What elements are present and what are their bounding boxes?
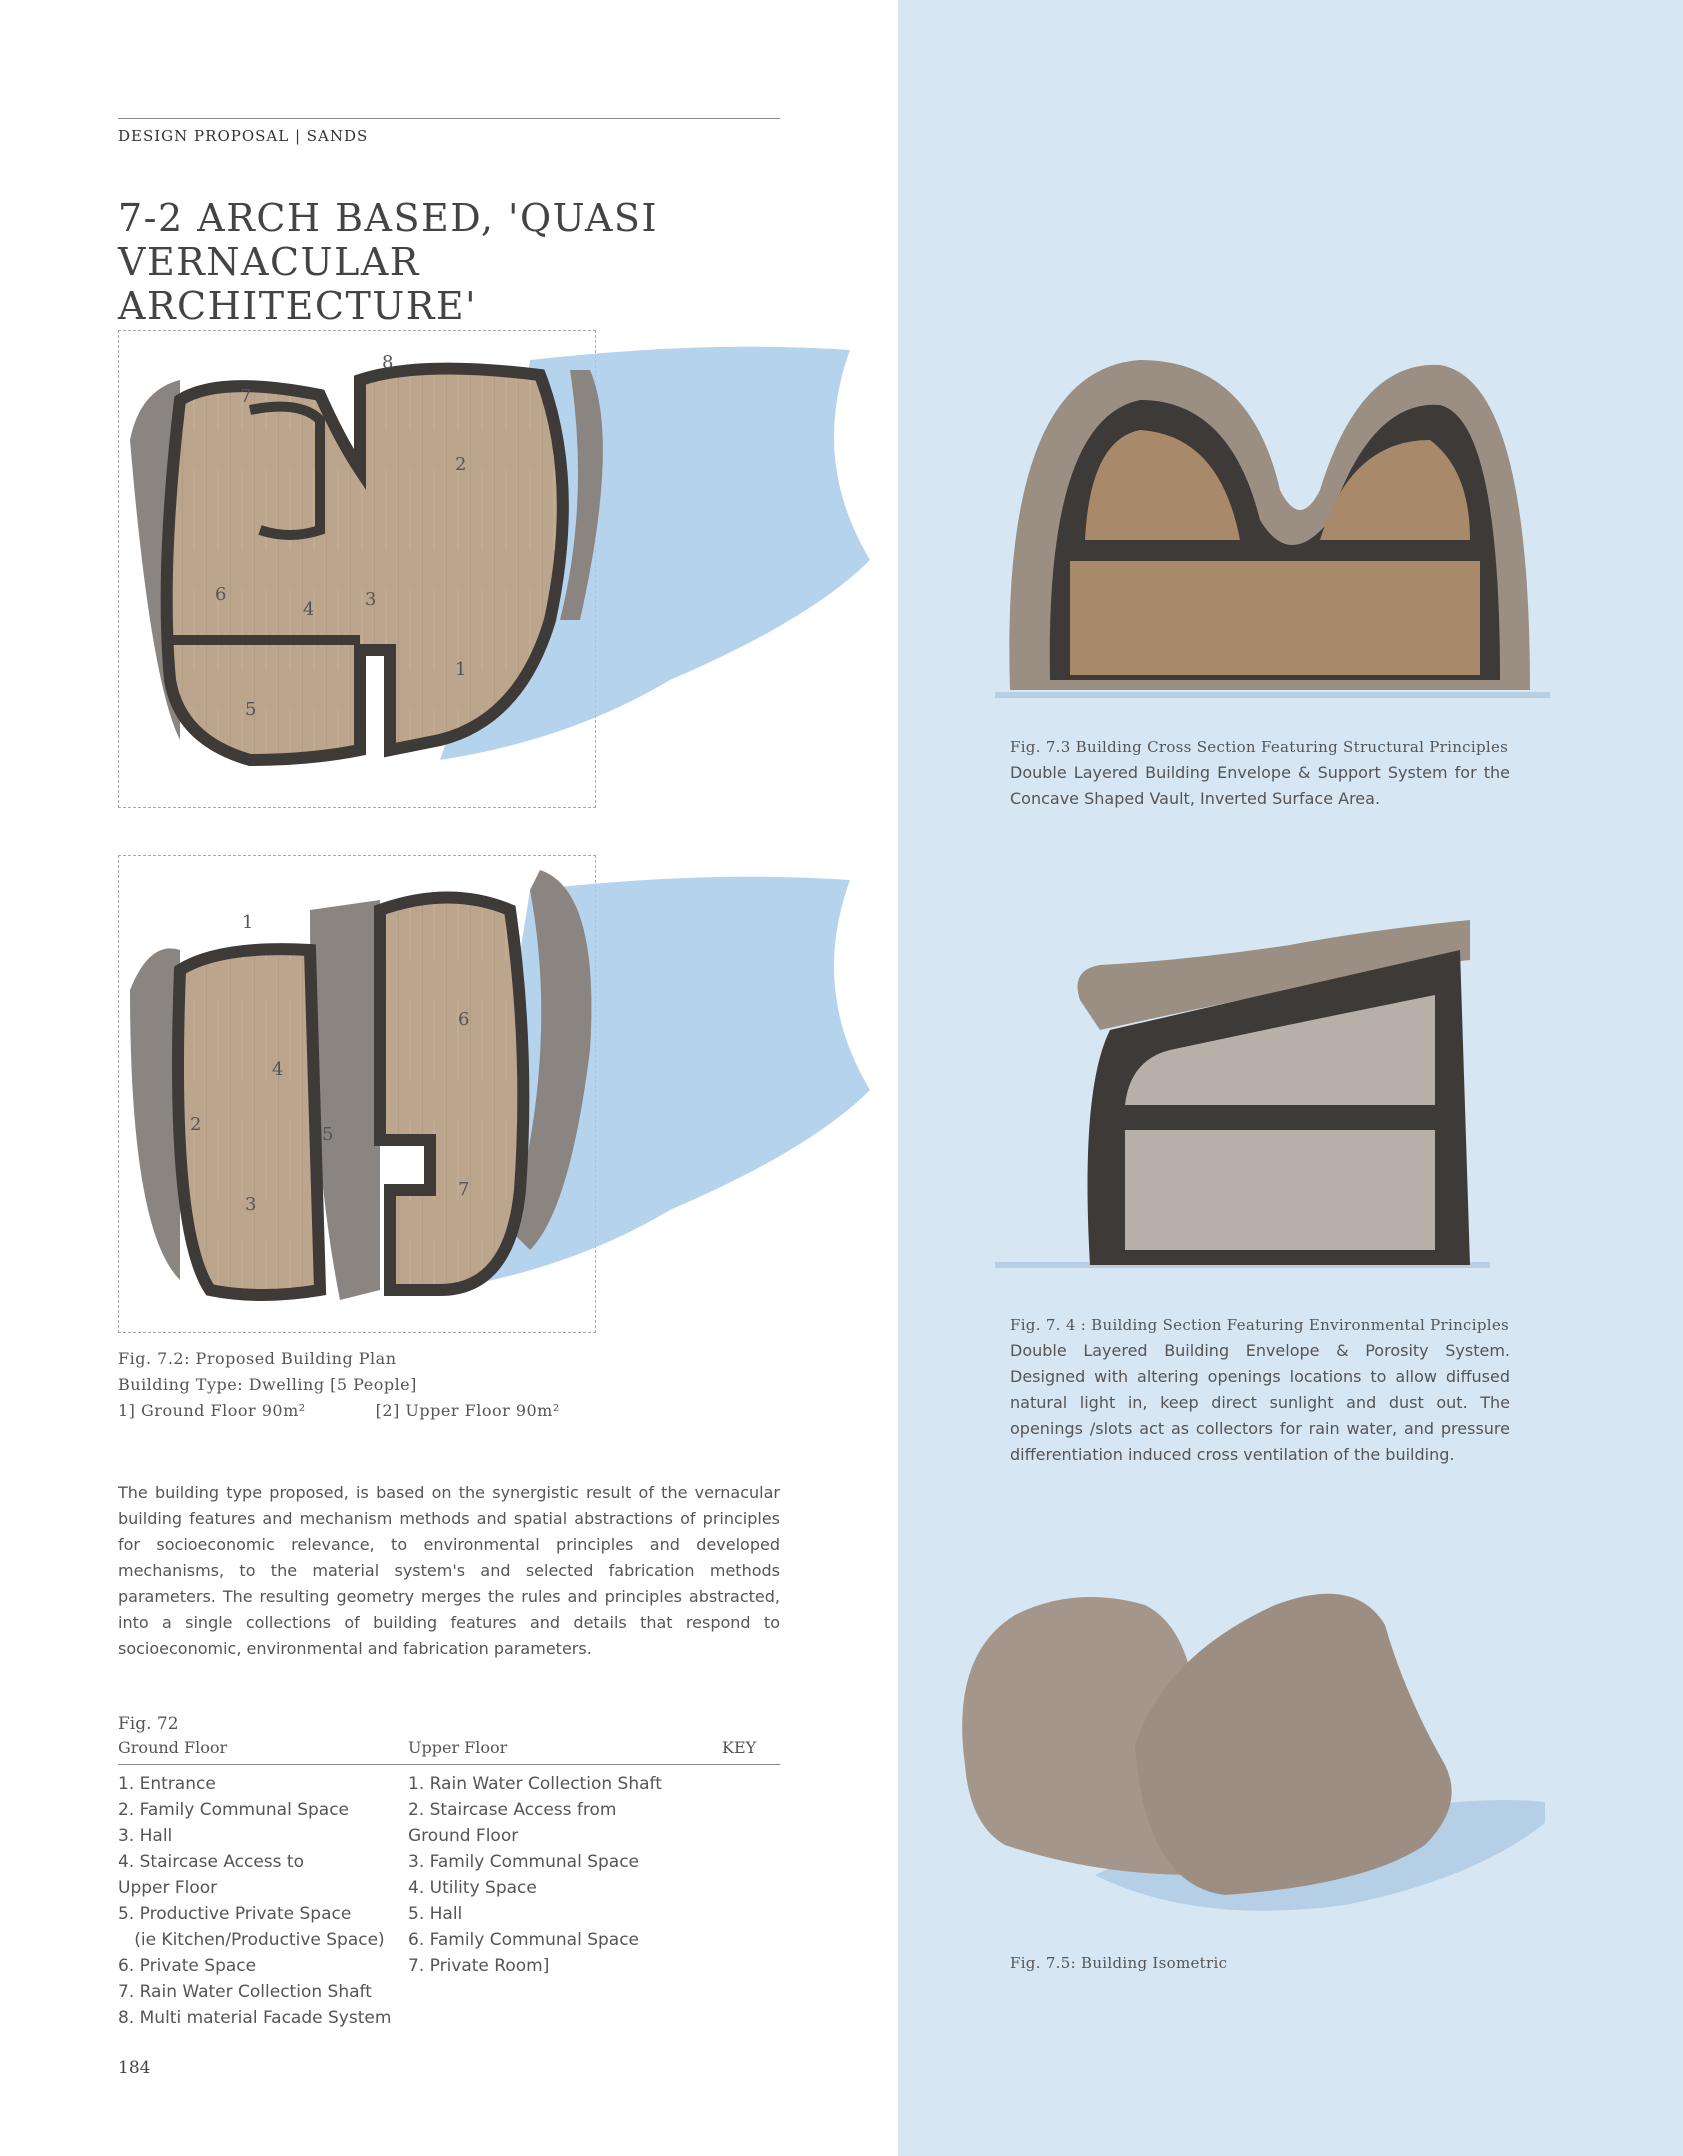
key-ground-item: 3. Hall <box>118 1826 173 1846</box>
fig73-cross-section <box>990 340 1550 700</box>
key-key-header: KEY <box>722 1738 757 1757</box>
room-key <box>118 1714 780 2028</box>
key-fig-label: Fig. 72 <box>118 1714 179 1734</box>
fig74-caption <box>1010 1312 1510 1468</box>
fig73-caption-title: Fig. 7.3 Building Cross Section Featuring Structural Principles <box>1010 738 1509 756</box>
fig75-isometric <box>945 1545 1545 1925</box>
fig72-caption-line1: Fig. 7.2: Proposed Building Plan <box>118 1349 397 1368</box>
key-upper-item: 3. Family Communal Space <box>408 1852 640 1872</box>
key-ground-item: 6. Private Space <box>118 1956 257 1976</box>
fig73-interior <box>1070 560 1480 675</box>
key-upper-header: Upper Floor <box>408 1738 508 1757</box>
fig75-caption-title: Fig. 7.5: Building Isometric <box>1010 1954 1228 1972</box>
body-paragraph: The building type proposed, is based on the synergistic result of the vernacular building features and mechanism methods and spatial abstractions of principles for socioeconomic relevance, to environmental principles and developed mechanisms, to the material system's and selected fabrication methods parameters. The resulting geometry merges the rules and principles abstracted, into a single collections of building features and details that respond to socioeconomic, environmental and fabrication parameters. <box>118 1483 780 1658</box>
key-ground-item: 7. Rain Water Collection Shaft <box>118 1982 372 2002</box>
ground-label-1: 1 <box>455 659 467 680</box>
header-rule <box>118 118 780 119</box>
key-ground-header: Ground Floor <box>118 1738 228 1757</box>
ground-floor-plan <box>110 320 870 840</box>
key-ground-item: 1. Entrance <box>118 1774 216 1794</box>
fig72-caption-ground: 1] Ground Floor 90m² <box>118 1401 306 1420</box>
upper-label-1: 1 <box>242 912 254 933</box>
upper-label-2: 2 <box>190 1114 202 1135</box>
page-title: 7-2 ARCH BASED, 'QUASI VERNACULAR ARCHITECTURE' <box>118 196 658 328</box>
key-ground-list <box>118 1771 391 2031</box>
fig72-caption <box>118 1346 560 1424</box>
key-ground-item: 8. Multi material Facade System <box>118 2008 392 2028</box>
key-ground-item: (ie Kitchen/Productive Space) <box>118 1930 385 1950</box>
upper-label-5: 5 <box>322 1124 334 1145</box>
upper-label-6: 6 <box>458 1009 470 1030</box>
ground-label-6: 6 <box>215 584 227 605</box>
key-headers <box>118 1734 780 1765</box>
key-ground-item: 2. Family Communal Space <box>118 1800 350 1820</box>
key-upper-list <box>408 1771 662 1979</box>
upper-floor-plan <box>110 850 870 1350</box>
key-upper-item: 2. Staircase Access from <box>408 1800 617 1820</box>
key-upper-item: 7. Private Room] <box>408 1956 550 1976</box>
fig75-right-shell <box>1135 1594 1452 1895</box>
key-upper-item: 4. Utility Space <box>408 1878 537 1898</box>
key-upper-item: 1. Rain Water Collection Shaft <box>408 1774 662 1794</box>
ground-label-5: 5 <box>245 699 257 720</box>
ground-label-8: 8 <box>382 352 394 373</box>
key-upper-item: 6. Family Communal Space <box>408 1930 640 1950</box>
key-ground-item: Upper Floor <box>118 1878 218 1898</box>
fig73-caption-text: Double Layered Building Envelope & Support System for the Concave Shaped Vault, Inverted Surface Area. <box>1010 763 1510 808</box>
upper-plan-floor-right <box>380 898 523 1291</box>
upper-label-4: 4 <box>272 1059 284 1080</box>
fig74-caption-title: Fig. 7. 4 : Building Section Featuring Environmental Principles <box>1010 1316 1510 1334</box>
fig74-environmental-section <box>990 890 1510 1270</box>
fig72-caption-line2: Building Type: Dwelling [5 People] <box>118 1375 417 1394</box>
key-ground-item: 5. Productive Private Space <box>118 1904 352 1924</box>
key-upper-item: 5. Hall <box>408 1904 463 1924</box>
fig72-caption-upper: [2] Upper Floor 90m² <box>375 1401 560 1420</box>
fig73-caption <box>1010 734 1510 812</box>
ground-label-2: 2 <box>455 454 467 475</box>
ground-label-4: 4 <box>303 599 315 620</box>
fig72-caption-floors <box>118 1398 560 1424</box>
ground-plan-floor <box>167 369 563 760</box>
fig74-caption-text: Double Layered Building Envelope & Porosity System. Designed with altering openings locations to allow diffused natural light in, keep direct sunlight and dust out. The openings /slots act as collectors for rain water, and pressure differentiation induced cross ventilation of the building. <box>1010 1341 1510 1464</box>
section-header: DESIGN PROPOSAL | SANDS <box>118 127 369 145</box>
key-ground-item: 4. Staircase Access to <box>118 1852 304 1872</box>
fig75-caption <box>1010 1950 1510 1976</box>
page-number: 184 <box>118 2058 151 2078</box>
ground-label-7: 7 <box>240 386 252 407</box>
upper-label-3: 3 <box>245 1194 257 1215</box>
ground-label-3: 3 <box>365 589 377 610</box>
key-upper-item: Ground Floor <box>408 1826 519 1846</box>
fig74-lower-room <box>1125 1130 1435 1250</box>
upper-label-7: 7 <box>458 1179 470 1200</box>
